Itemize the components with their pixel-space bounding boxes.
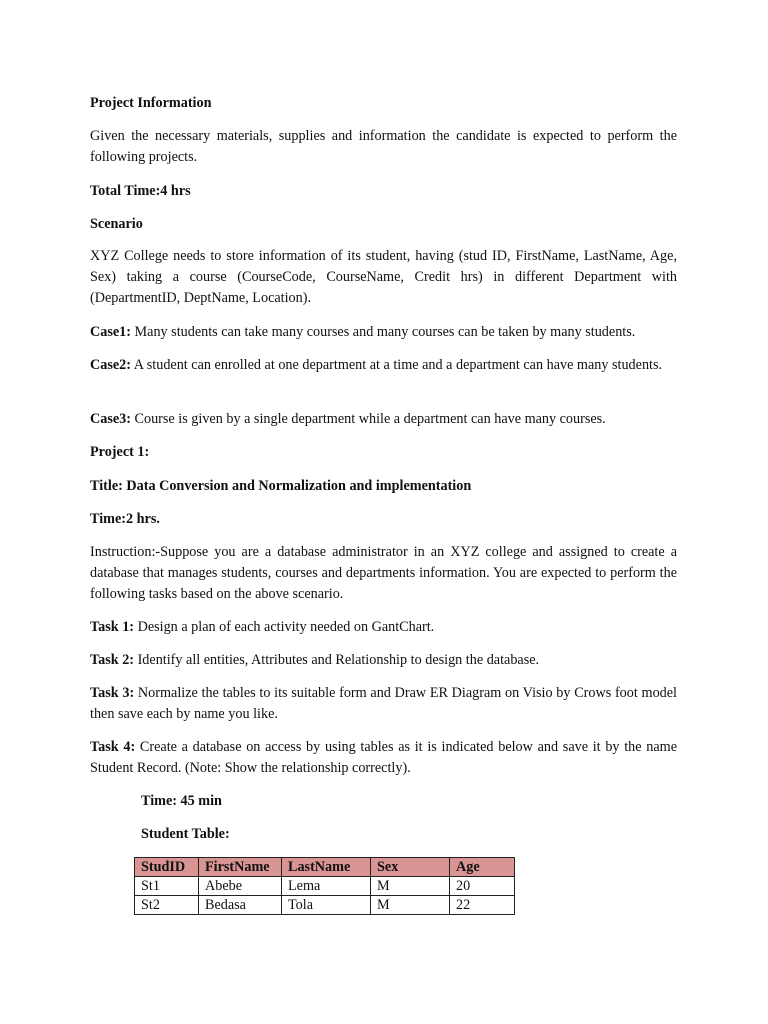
table-cell: Bedasa — [199, 896, 282, 915]
task-1-label: Task 1: — [90, 619, 135, 635]
column-header-sex: Sex — [371, 858, 450, 877]
task-1-text: Design a plan of each activity needed on GantChart. — [134, 619, 435, 635]
table-cell: St1 — [135, 877, 199, 896]
column-header-lastname: LastName — [282, 858, 371, 877]
project1-title: Title: Data Conversion and Normalization and implementation — [90, 478, 472, 494]
task-2-label: Task 2: — [90, 652, 135, 668]
task-4-text: Create a database on access by using tables as it is indicated below and save it by the name Student Record. (Note: Show the relationship correctly). — [90, 739, 677, 776]
total-time: Total Time:4 hrs — [90, 183, 191, 199]
table-cell: Abebe — [199, 877, 282, 896]
task-2 — [90, 650, 677, 671]
task-4 — [90, 737, 677, 779]
scenario-paragraph: XYZ College needs to store information of its student, having (stud ID, FirstName, LastName, Age, Sex) taking a course (CourseCode, CourseName, Credit hrs) in different Department with (DepartmentID, DeptName, Location). — [90, 248, 677, 306]
task-4-label: Task 4: — [90, 739, 136, 755]
student-table — [134, 857, 515, 915]
task4-time: Time: 45 min — [141, 793, 222, 809]
table-cell: Tola — [282, 896, 371, 915]
task-1 — [90, 617, 677, 638]
student-table-header-row — [135, 858, 515, 877]
student-table-heading: Student Table: — [141, 826, 230, 842]
project1-heading: Project 1: — [90, 444, 150, 460]
task-3 — [90, 683, 677, 725]
case-1 — [90, 322, 677, 343]
table-cell: M — [371, 896, 450, 915]
task-3-text: Normalize the tables to its suitable form and Draw ER Diagram on Visio by Crows foot model then save each by name you like. — [90, 685, 677, 722]
column-header-studid: StudID — [135, 858, 199, 877]
case-2 — [90, 355, 677, 376]
case-3-text: Course is given by a single department while a department can have many courses. — [130, 411, 606, 427]
column-header-age: Age — [450, 858, 515, 877]
task-3-label: Task 3: — [90, 685, 135, 701]
instruction-paragraph: Instruction:-Suppose you are a database administrator in an XYZ college and assigned to create a database that manages students, courses and departments information. You are expected to perform the following tasks based on the above scenario. — [90, 544, 677, 602]
case-3-label: Case3: — [90, 411, 131, 427]
project-info-heading: Project Information — [90, 95, 212, 111]
table-row — [135, 877, 515, 896]
task-2-text: Identify all entities, Attributes and Relationship to design the database. — [134, 652, 540, 668]
column-header-firstname: FirstName — [199, 858, 282, 877]
table-cell: Lema — [282, 877, 371, 896]
table-cell: St2 — [135, 896, 199, 915]
table-row — [135, 896, 515, 915]
intro-paragraph: Given the necessary materials, supplies and information the candidate is expected to perform the following projects. — [90, 128, 677, 165]
case-2-label: Case2: — [90, 357, 131, 373]
table-cell: 22 — [450, 896, 515, 915]
case-2-text: A student can enrolled at one department at a time and a department can have many students. — [130, 357, 663, 373]
case-3 — [90, 409, 677, 430]
scenario-heading: Scenario — [90, 216, 143, 232]
table-cell: 20 — [450, 877, 515, 896]
project1-time: Time:2 hrs. — [90, 511, 160, 527]
case-1-text: Many students can take many courses and many courses can be taken by many students. — [130, 324, 636, 340]
table-cell: M — [371, 877, 450, 896]
case-1-label: Case1: — [90, 324, 131, 340]
